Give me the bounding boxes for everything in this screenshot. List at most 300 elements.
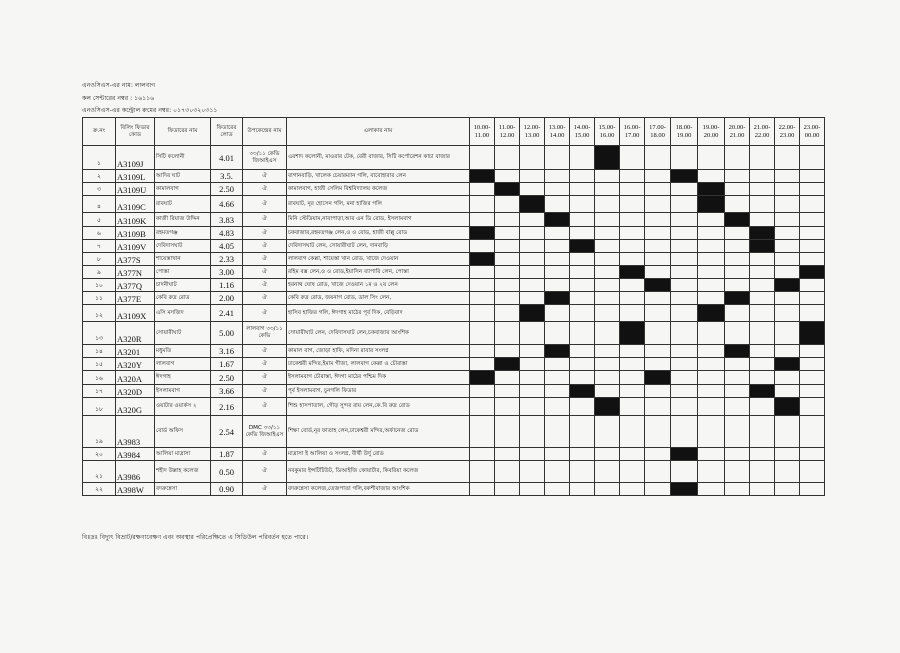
feeder-load: 2.54	[211, 416, 243, 448]
slot-cell-empty	[671, 279, 698, 292]
slot-cell-empty	[725, 358, 750, 371]
feeder-name: কেবি রুদ্র রোড	[155, 292, 211, 305]
slot-cell-empty	[520, 371, 545, 385]
table-row	[83, 305, 825, 322]
area-name: এরশাদ কলোনী, মাওরার টেক, বেরী বাজার, সিটি কর্পোরেশন কাচা বাজার	[287, 146, 470, 170]
slot-cell-empty	[800, 305, 825, 322]
col-header-slot: 22.00-23.00	[775, 118, 800, 146]
slot-cell-empty	[725, 461, 750, 483]
slot-cell-empty	[800, 385, 825, 398]
slot-cell-empty	[750, 213, 775, 227]
slot-cell-empty	[570, 266, 595, 279]
serial-number: ৮	[83, 253, 116, 266]
col-header-slot: 16.00-17.00	[620, 118, 645, 146]
substation-name: ঐ	[243, 213, 287, 227]
area-name: শিশু হাসপাতাল, গৌড় সুন্দর রায় লেন,কে.বি রুদ্র রোড	[287, 398, 470, 416]
feeder-code: A3109L	[116, 170, 155, 183]
slot-cell-empty	[645, 358, 671, 371]
substation-name: ঐ	[243, 279, 287, 292]
slot-cell-empty	[645, 196, 671, 213]
feeder-name: এসি মসজিদ	[155, 305, 211, 322]
slot-cell-scheduled	[725, 213, 750, 227]
slot-cell-empty	[645, 183, 671, 196]
slot-cell-empty	[750, 345, 775, 358]
area-name: হাসিব হাজির গলি, ঈদগাহ মাঠের পূর্ব দিক, বেড়িবাদ	[287, 305, 470, 322]
slot-cell-scheduled	[595, 146, 620, 170]
slot-cell-empty	[570, 371, 595, 385]
slot-cell-empty	[671, 345, 698, 358]
area-name: হরনাথ ঘোষ রোড, খাজে দেওয়ান ১ম ও ২য় লেন	[287, 279, 470, 292]
slot-cell-scheduled	[470, 253, 495, 266]
serial-number: ১৮	[83, 398, 116, 416]
feeder-name: দেবিদাসঘাট	[155, 240, 211, 253]
slot-cell-empty	[570, 461, 595, 483]
col-header-slot: 13.00-14.00	[545, 118, 570, 146]
slot-cell-empty	[620, 292, 645, 305]
slot-cell-empty	[800, 196, 825, 213]
area-name: কামাল বাগ, জোড়া হাফি, মদিনা রাবার সংলগ্ন	[287, 345, 470, 358]
slot-cell-empty	[570, 345, 595, 358]
slot-cell-empty	[495, 240, 520, 253]
slot-cell-empty	[800, 358, 825, 371]
slot-cell-empty	[800, 461, 825, 483]
slot-cell-empty	[645, 170, 671, 183]
substation-name: ঐ	[243, 292, 287, 305]
substation-name: ঐ	[243, 385, 287, 398]
slot-cell-empty	[620, 240, 645, 253]
feeder-code: A377N	[116, 266, 155, 279]
slot-cell-empty	[595, 371, 620, 385]
area-name: মাদ্রাসা ই আলিয়া ও সংলগ্ন, বীর্থী উর্দু রোড	[287, 448, 470, 461]
feeder-name: ওয়াটার ওয়ার্কস ২	[155, 398, 211, 416]
slot-cell-empty	[645, 322, 671, 345]
slot-cell-empty	[645, 416, 671, 448]
serial-number: ১৩	[83, 322, 116, 345]
footnote: বিঃদ্রঃ বিদ্যুৎ বিভ্রাট/রক্ষণাবেক্ষণ এবং অবস্থার পরিপ্রেক্ষিতে এ সিডিউল পরিবর্তন হতে পারে।	[82, 534, 309, 541]
slot-cell-empty	[750, 461, 775, 483]
slot-cell-scheduled	[698, 305, 725, 322]
slot-cell-empty	[520, 416, 545, 448]
slot-cell-empty	[495, 416, 520, 448]
slot-cell-empty	[620, 345, 645, 358]
slot-cell-empty	[645, 345, 671, 358]
substation-name: ঐ	[243, 448, 287, 461]
slot-cell-empty	[775, 146, 800, 170]
slot-cell-empty	[671, 385, 698, 398]
slot-cell-empty	[800, 371, 825, 385]
substation-name: ঐ	[243, 371, 287, 385]
slot-cell-empty	[645, 266, 671, 279]
slot-cell-empty	[698, 322, 725, 345]
substation-name: ঐ	[243, 345, 287, 358]
slot-cell-empty	[520, 358, 545, 371]
slot-cell-empty	[520, 279, 545, 292]
substation-name: ৩৩/১১ কেভি জিআইএস	[243, 146, 287, 170]
slot-cell-empty	[570, 279, 595, 292]
col-header-load: ফিডারের লোড	[211, 118, 243, 146]
slot-cell-scheduled	[725, 345, 750, 358]
table-row	[83, 358, 825, 371]
feeder-load: 3.16	[211, 345, 243, 358]
slot-cell-empty	[800, 213, 825, 227]
slot-cell-scheduled	[698, 196, 725, 213]
feeder-name: শায়েস্তাখান	[155, 253, 211, 266]
slot-cell-empty	[620, 358, 645, 371]
feeder-name: বোর্ড অফিস	[155, 416, 211, 448]
slot-cell-scheduled	[800, 322, 825, 345]
slot-cell-empty	[545, 448, 570, 461]
feeder-load: 0.50	[211, 461, 243, 483]
slot-cell-empty	[750, 371, 775, 385]
slot-cell-empty	[671, 227, 698, 240]
slot-cell-empty	[620, 196, 645, 213]
feeder-load: 2.41	[211, 305, 243, 322]
slot-cell-empty	[800, 416, 825, 448]
slot-cell-empty	[545, 183, 570, 196]
serial-number: ২১	[83, 461, 116, 483]
slot-cell-empty	[495, 461, 520, 483]
slot-cell-empty	[595, 416, 620, 448]
slot-cell-empty	[495, 253, 520, 266]
area-name: কেবি রুদ্র রোড, জয়নাগ রোড, ডাল সিং লেন,	[287, 292, 470, 305]
feeder-code: A3983	[116, 416, 155, 448]
slot-cell-empty	[570, 416, 595, 448]
feeder-name: রাবঘাট	[155, 196, 211, 213]
slot-cell-empty	[470, 279, 495, 292]
slot-cell-scheduled	[470, 170, 495, 183]
slot-cell-empty	[545, 322, 570, 345]
slot-cell-empty	[520, 183, 545, 196]
slot-cell-scheduled	[620, 266, 645, 279]
slot-cell-empty	[800, 253, 825, 266]
feeder-name: আদির ঘাট	[155, 170, 211, 183]
slot-cell-empty	[800, 345, 825, 358]
area-name: কামালবাগ, হাজী সেলিম বিশ্ববিদ্যালয় কলেজ	[287, 183, 470, 196]
feeder-load: 1.16	[211, 279, 243, 292]
feeder-name: ঈদগাহ	[155, 371, 211, 385]
feeder-name: কামালবাগ	[155, 183, 211, 196]
serial-number: ২২	[83, 483, 116, 496]
slot-cell-empty	[545, 266, 570, 279]
slot-cell-empty	[645, 305, 671, 322]
slot-cell-empty	[671, 305, 698, 322]
slot-cell-empty	[570, 170, 595, 183]
slot-cell-empty	[775, 345, 800, 358]
slot-cell-scheduled	[470, 371, 495, 385]
slot-cell-scheduled	[750, 385, 775, 398]
slot-cell-empty	[495, 170, 520, 183]
slot-cell-empty	[545, 358, 570, 371]
slot-cell-empty	[545, 416, 570, 448]
nocs-name: এনওসিএস-এর নাম: লালবাগ	[82, 82, 156, 89]
feeder-code: A320A	[116, 371, 155, 385]
feeder-code: A3109V	[116, 240, 155, 253]
slot-cell-empty	[775, 385, 800, 398]
slot-cell-empty	[698, 385, 725, 398]
slot-cell-empty	[520, 240, 545, 253]
slot-cell-empty	[750, 266, 775, 279]
slot-cell-empty	[725, 305, 750, 322]
slot-cell-empty	[595, 279, 620, 292]
feeder-code: A3201	[116, 345, 155, 358]
slot-cell-empty	[645, 146, 671, 170]
feeder-load: 2.50	[211, 183, 243, 196]
table-row	[83, 371, 825, 385]
table-row	[83, 227, 825, 240]
slot-cell-empty	[470, 213, 495, 227]
substation-name: ঐ	[243, 398, 287, 416]
slot-cell-empty	[671, 253, 698, 266]
table-row	[83, 253, 825, 266]
slot-cell-empty	[520, 483, 545, 496]
slot-cell-empty	[620, 183, 645, 196]
slot-cell-scheduled	[545, 345, 570, 358]
area-name: নবকুমার ইন্সটিটিউট, ডিআইজি কোয়ার্টার, কিবরিয়া কলেজ	[287, 461, 470, 483]
col-header-slot: 12.00-13.00	[520, 118, 545, 146]
substation-name: ঐ	[243, 461, 287, 483]
slot-cell-empty	[671, 266, 698, 279]
slot-cell-empty	[470, 322, 495, 345]
slot-cell-empty	[545, 196, 570, 213]
slot-cell-empty	[620, 483, 645, 496]
slot-cell-empty	[750, 322, 775, 345]
slot-cell-empty	[750, 483, 775, 496]
serial-number: ১৪	[83, 345, 116, 358]
slot-cell-empty	[520, 461, 545, 483]
slot-cell-empty	[698, 240, 725, 253]
slot-cell-empty	[775, 371, 800, 385]
area-name: পূর্ব ইসলামবাগ, চুনগলি ফিডার	[287, 385, 470, 398]
slot-cell-empty	[645, 227, 671, 240]
slot-cell-empty	[800, 279, 825, 292]
serial-number: ৬	[83, 227, 116, 240]
slot-cell-empty	[800, 146, 825, 170]
serial-number: ২	[83, 170, 116, 183]
feeder-name: পোস্তা	[155, 266, 211, 279]
slot-cell-empty	[725, 240, 750, 253]
feeder-code: A320D	[116, 385, 155, 398]
area-name: বদরুন্নেসা কলেজ,তেজপাতা গলি,বকশীবাজার আংশিক	[287, 483, 470, 496]
slot-cell-empty	[520, 227, 545, 240]
slot-cell-empty	[570, 213, 595, 227]
slot-cell-empty	[671, 196, 698, 213]
table-row	[83, 170, 825, 183]
slot-cell-empty	[775, 266, 800, 279]
slot-cell-empty	[595, 322, 620, 345]
slot-cell-empty	[725, 196, 750, 213]
substation-name: ঐ	[243, 483, 287, 496]
slot-cell-empty	[595, 292, 620, 305]
feeder-name: শহীদ উল্লাহ কলেজ	[155, 461, 211, 483]
slot-cell-empty	[520, 385, 545, 398]
slot-cell-scheduled	[520, 196, 545, 213]
substation-name: ঐ	[243, 305, 287, 322]
substation-name: DMC ৩৩/১১ কেভি জিআইএস	[243, 416, 287, 448]
slot-cell-empty	[750, 358, 775, 371]
feeder-name: রহমতগঞ্জ	[155, 227, 211, 240]
slot-cell-empty	[570, 146, 595, 170]
slot-cell-empty	[595, 358, 620, 371]
feeder-code: A377E	[116, 292, 155, 305]
feeder-name: মধুমতি	[155, 345, 211, 358]
slot-cell-empty	[775, 416, 800, 448]
serial-number: ৫	[83, 213, 116, 227]
slot-cell-empty	[645, 398, 671, 416]
slot-cell-empty	[545, 240, 570, 253]
table-row	[83, 292, 825, 305]
feeder-load: 2.50	[211, 371, 243, 385]
feeder-load: 3.5.	[211, 170, 243, 183]
slot-cell-empty	[495, 448, 520, 461]
slot-cell-empty	[595, 266, 620, 279]
col-header-slot: 20.00-21.00	[725, 118, 750, 146]
slot-cell-empty	[645, 213, 671, 227]
slot-cell-empty	[545, 253, 570, 266]
slot-cell-empty	[545, 371, 570, 385]
slot-cell-empty	[495, 345, 520, 358]
slot-cell-empty	[620, 305, 645, 322]
slot-cell-empty	[520, 170, 545, 183]
slot-cell-scheduled	[645, 279, 671, 292]
col-header-sl: ক্র.নং	[83, 118, 116, 146]
slot-cell-empty	[470, 416, 495, 448]
table-row	[83, 345, 825, 358]
slot-cell-empty	[520, 146, 545, 170]
feeder-code: A377S	[116, 253, 155, 266]
slot-cell-empty	[775, 253, 800, 266]
slot-cell-empty	[495, 305, 520, 322]
slot-cell-scheduled	[775, 279, 800, 292]
slot-cell-empty	[520, 345, 545, 358]
slot-cell-empty	[645, 240, 671, 253]
slot-cell-scheduled	[725, 292, 750, 305]
slot-cell-empty	[750, 279, 775, 292]
feeder-load: 4.01	[211, 146, 243, 170]
slot-cell-empty	[750, 183, 775, 196]
slot-cell-empty	[645, 483, 671, 496]
slot-cell-empty	[725, 253, 750, 266]
slot-cell-empty	[775, 292, 800, 305]
slot-cell-empty	[671, 358, 698, 371]
serial-number: ২০	[83, 448, 116, 461]
feeder-name: ইসলামবাগ	[155, 385, 211, 398]
serial-number: ১০	[83, 279, 116, 292]
slot-cell-empty	[750, 398, 775, 416]
slot-cell-empty	[620, 146, 645, 170]
feeder-code: A377Q	[116, 279, 155, 292]
slot-cell-empty	[495, 322, 520, 345]
slot-cell-empty	[595, 483, 620, 496]
slot-cell-empty	[698, 371, 725, 385]
slot-cell-empty	[671, 213, 698, 227]
table-row	[83, 279, 825, 292]
slot-cell-empty	[775, 483, 800, 496]
slot-cell-empty	[495, 266, 520, 279]
slot-cell-empty	[545, 227, 570, 240]
feeder-name: বদরুন্নেসা	[155, 483, 211, 496]
slot-cell-empty	[698, 253, 725, 266]
slot-cell-empty	[620, 461, 645, 483]
slot-cell-scheduled	[595, 398, 620, 416]
slot-cell-empty	[495, 483, 520, 496]
table-row	[83, 448, 825, 461]
slot-cell-empty	[595, 461, 620, 483]
substation-name: ঐ	[243, 266, 287, 279]
slot-cell-empty	[595, 227, 620, 240]
slot-cell-empty	[495, 213, 520, 227]
slot-cell-empty	[725, 371, 750, 385]
slot-cell-empty	[725, 183, 750, 196]
slot-cell-scheduled	[750, 227, 775, 240]
control-room-number: এনওসিএস-এর কন্ট্রোল রুমের নম্বর: ০১৭৩০৩২০৩১১	[82, 107, 218, 114]
slot-cell-empty	[698, 483, 725, 496]
slot-cell-empty	[520, 266, 545, 279]
slot-cell-empty	[645, 292, 671, 305]
slot-cell-empty	[725, 483, 750, 496]
slot-cell-empty	[495, 146, 520, 170]
slot-cell-empty	[470, 240, 495, 253]
table-row	[83, 483, 825, 496]
slot-cell-empty	[671, 371, 698, 385]
slot-cell-empty	[620, 227, 645, 240]
slot-cell-scheduled	[800, 266, 825, 279]
slot-cell-empty	[570, 398, 595, 416]
slot-cell-empty	[725, 227, 750, 240]
slot-cell-scheduled	[470, 227, 495, 240]
area-name: বাগানবাড়ি, খালেক চেয়ারম্যান গলি, বাবোহারার লেন	[287, 170, 470, 183]
slot-cell-empty	[470, 461, 495, 483]
serial-number: ১৭	[83, 385, 116, 398]
feeder-load: 1.67	[211, 358, 243, 371]
area-name: মিনি স্টেডিয়াম,নাবাপাড়া,আর এন ডি রোড, ইসলামবাগ	[287, 213, 470, 227]
slot-cell-empty	[671, 146, 698, 170]
slot-cell-empty	[620, 253, 645, 266]
slot-cell-scheduled	[570, 240, 595, 253]
slot-cell-empty	[495, 227, 520, 240]
table-row	[83, 240, 825, 253]
slot-cell-empty	[595, 253, 620, 266]
table-header-row	[83, 118, 825, 146]
slot-cell-empty	[520, 213, 545, 227]
table-row	[83, 196, 825, 213]
serial-number: ১৫	[83, 358, 116, 371]
slot-cell-empty	[725, 416, 750, 448]
slot-cell-empty	[595, 213, 620, 227]
slot-cell-empty	[800, 227, 825, 240]
feeder-load: 3.66	[211, 385, 243, 398]
slot-cell-empty	[470, 448, 495, 461]
slot-cell-empty	[671, 416, 698, 448]
serial-number: ১	[83, 146, 116, 170]
slot-cell-empty	[470, 292, 495, 305]
slot-cell-empty	[775, 461, 800, 483]
substation-name: ঐ	[243, 227, 287, 240]
slot-cell-empty	[470, 385, 495, 398]
slot-cell-empty	[645, 448, 671, 461]
slot-cell-empty	[570, 253, 595, 266]
slot-cell-empty	[671, 322, 698, 345]
area-name: রহিম বক্স লেন,ও ও রোড,ইয়াসিন ব্যাপারি লেন, পোস্তা	[287, 266, 470, 279]
feeder-code: A320G	[116, 398, 155, 416]
feeder-load: 0.90	[211, 483, 243, 496]
slot-cell-empty	[570, 227, 595, 240]
slot-cell-empty	[725, 385, 750, 398]
slot-cell-empty	[545, 305, 570, 322]
serial-number: ১২	[83, 305, 116, 322]
slot-cell-empty	[725, 146, 750, 170]
slot-cell-empty	[495, 292, 520, 305]
slot-cell-empty	[545, 385, 570, 398]
